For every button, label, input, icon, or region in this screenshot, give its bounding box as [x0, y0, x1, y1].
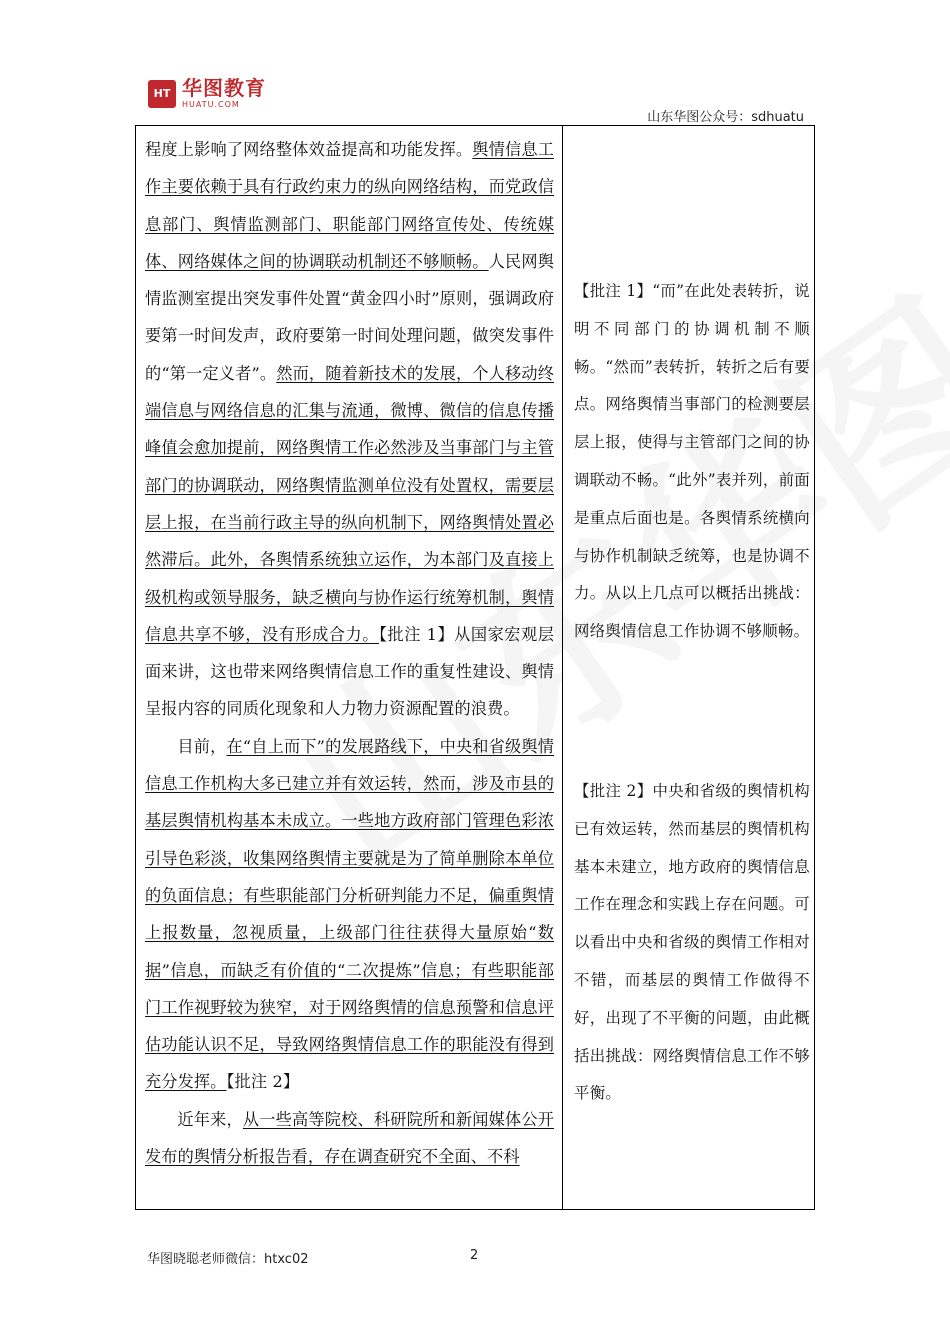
p3-seg-0: 近年来，: [177, 1109, 243, 1129]
paragraph-2: [145, 728, 554, 1101]
main-text-column: [145, 131, 554, 1175]
content-table: [135, 126, 815, 1210]
p2-seg-1: 在“自上而下”的发展路线下，中央和省级舆情信息工作机构大多已建立并有效运转，然而，涉及市县的基层舆情机构基本未成立。一些地方政府部门管理色彩浓引导色彩淡，收集网络舆情主要就是为了简单删除本单位的负面信息；有些职能部门分析研判能力不足，偏重舆情上报数量，忽视质量，上级部门往往获得大量原始“数据”信息，而缺乏有价值的“二次提炼”信息；有些职能部门工作视野较为狭窄，对于网络舆情的信息预警和信息评估功能认识不足，导致网络舆情信息工作的职能没有得到充分发挥。: [145, 736, 554, 1092]
paragraph-1: [145, 131, 554, 728]
huatu-logo: [148, 78, 266, 109]
logo-name: 华图教育: [182, 76, 266, 100]
paragraph-3: [145, 1101, 554, 1176]
page-number: 2: [470, 1248, 479, 1263]
p2-seg-2: 【批注 2】: [226, 1072, 300, 1092]
p1-seg-2: 人民网舆情监测室提出突发事件处置“黄金四小时”原则，强调政府要第一时间发声，政府要第一时间处理问题，做突发事件的“第一定义者”。: [145, 251, 554, 383]
p3-seg-1: 从一些高等院校、科研院所和新闻媒体公开发布的舆情分析报告看，存在调查研究不全面、不科: [145, 1109, 554, 1167]
p2-seg-0: 目前，: [177, 736, 227, 756]
logo-subtitle: HUATU.COM: [182, 100, 240, 109]
annotation-1: [574, 273, 810, 651]
footer-teacher-wechat: 华图晓聪老师微信：htxc02: [147, 1252, 309, 1267]
logo-text: [182, 78, 266, 109]
column-divider: [562, 126, 563, 1209]
p1-seg-4: 【批注 1】从国家宏观层面来讲，这也带来网络舆情信息工作的重复性建设、舆情呈报内容的同质化现象和人力物力资源配置的浪费。: [145, 624, 554, 719]
p1-seg-1: 舆情信息工作主要依赖于具有行政约束力的纵向网络结构，而党政信息部门、舆情监测部门、职能部门网络宣传处、传统媒体、网络媒体之间的协调联动机制还不够顺畅。: [145, 140, 555, 271]
p1-seg-3: 然而，随着新技术的发展，个人移动终端信息与网络信息的汇集与流通，微博、微信的信息传播峰值会愈加提前，网络舆情工作必然涉及当事部门与主管部门的协调联动，网络舆情监测单位没有处置权，需要层层上报，在当前行政主导的纵向机制下，网络舆情处置必然滞后。此外，各舆情系统独立运作，为本部门及直接上级机构或领导服务，缺乏横向与协作运行统筹机制，舆情信息共享不够，没有形成合力。: [145, 363, 554, 644]
header-wechat-account: 山东华图公众号：sdhuatu: [647, 110, 804, 125]
logo-mark-icon: HT: [148, 80, 176, 108]
p1-seg-0: 程度上影响了网络整体效益提高和功能发挥。: [145, 140, 473, 159]
annotation-1-text: 【批注 1】“而”在此处表转折，说明不同部门的协调机制不顺畅。“然而”表转折，转折之后有要点。网络舆情当事部门的检测要层层上报，使得与主管部门之间的协调联动不畅。“此外”表并列，前面是重点后面也是。各舆情系统横向与协作机制缺乏统筹，也是协调不力。从以上几点可以概括出挑战：网络舆情信息工作协调不够顺畅。: [574, 282, 811, 641]
annotation-2: [574, 773, 810, 1113]
annotation-2-text: 【批注 2】中央和省级的舆情机构已有效运转，然而基层的舆情机构基本未建立，地方政府的舆情信息工作在理念和实践上存在问题。可以看出中央和省级的舆情工作相对不错，而基层的舆情工作做得不好，出现了不平衡的问题，由此概括出挑战：网络舆情信息工作不够平衡。: [574, 782, 810, 1103]
